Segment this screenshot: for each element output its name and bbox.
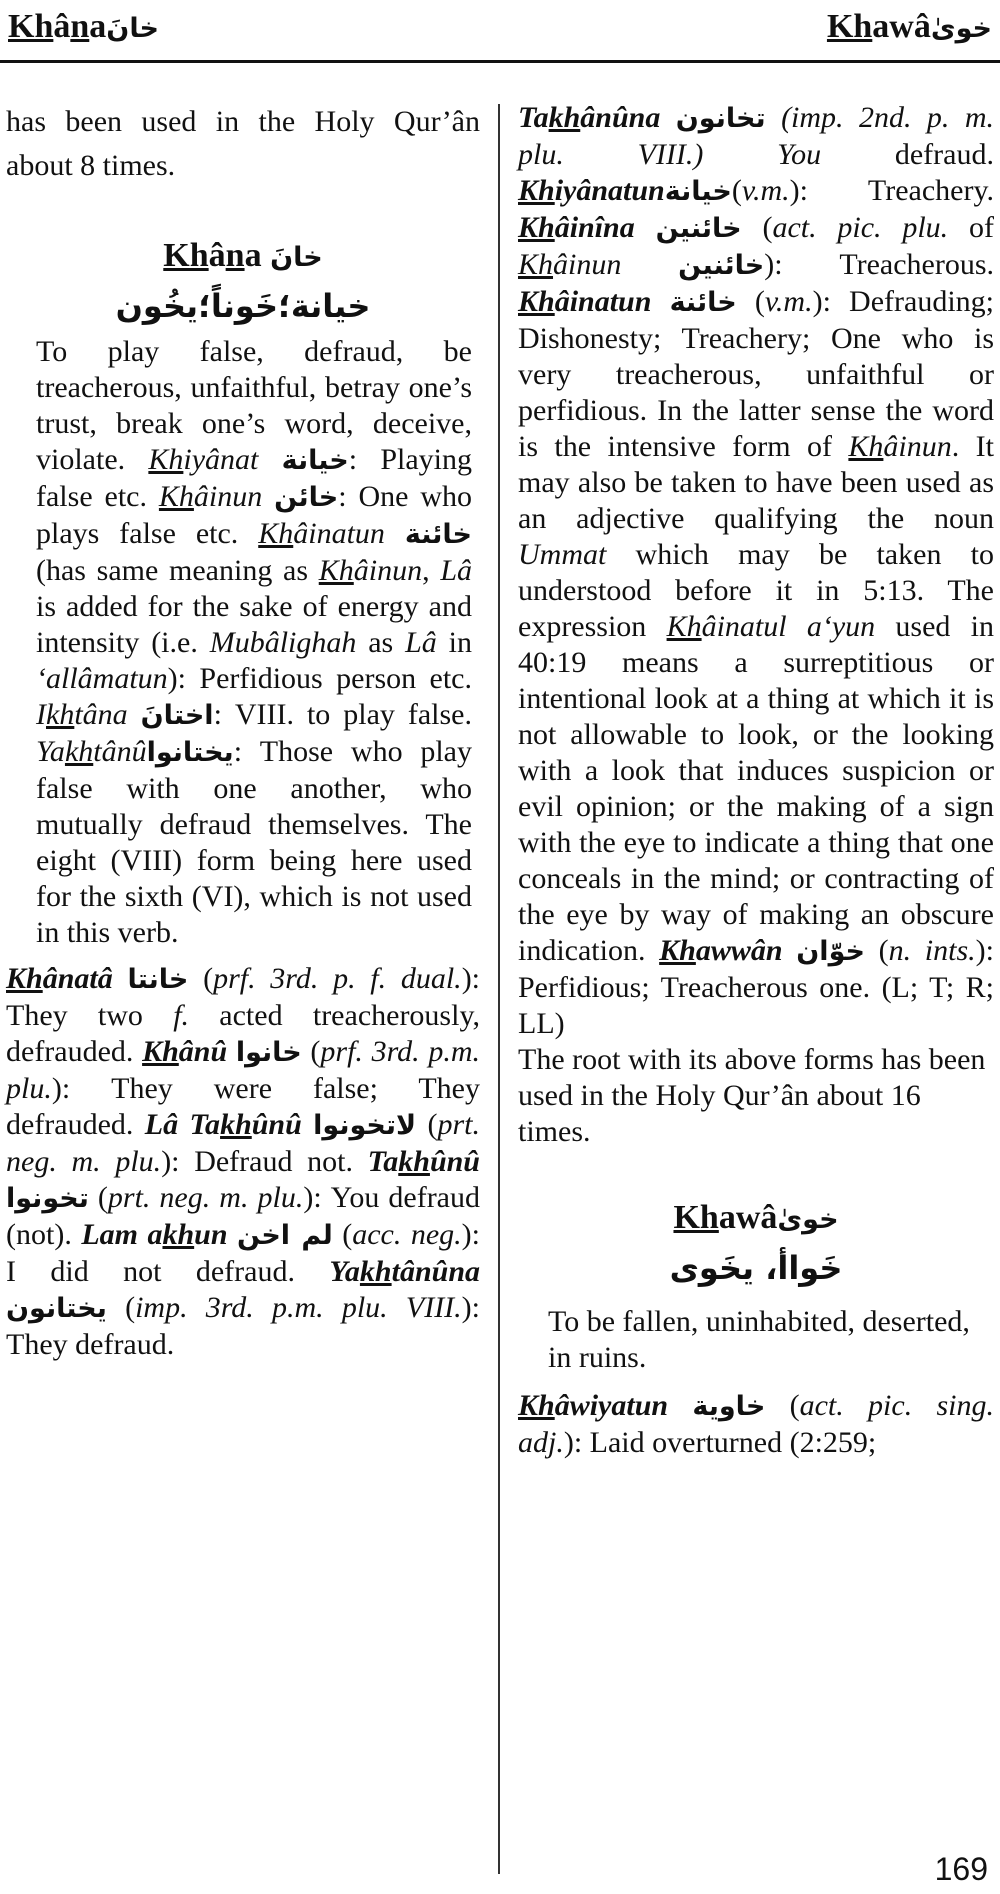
header-right-term: Khawâخوىٰ <box>826 8 992 45</box>
left-column <box>6 100 480 1363</box>
root2-title: Khawâخوىٰ <box>673 1199 839 1236</box>
running-header <box>0 0 1000 62</box>
definition-khana: To play false, defraud, be treacherous, unfaithful, betray one’s trust, break one’s word, deceive, violate. Khiyânat خيانة: Playing false etc. Khâinun خائن: One who plays false etc. Khâinatun خائنة (has same meaning as Khâinun, Lâ is added for the sake of energy and intensity (i.e. Mubâlighah as Lâ in ‘allâmatun): Perfidious person etc. Ikhtâna اختانَ: VIII. to play false. Yakhtânûيختانوا: Those who play false with one another, who mutually defraud themselves. The eight (VIII) form being here used for the sixth (VI), which is not used in this verb. <box>36 335 473 949</box>
definition-forms-khana: Khânatâ خانتا (prf. 3rd. p. f. dual.): They two f. acted treacherously, defrauded. Khânû خانوا (prf. 3rd. p.m. plu.): They were false; They defrauded. Lâ Takhûnû لاتخونوا (prt. neg. m. plu.): Defraud not. Takhûnû تخونوا (prt. neg. m. plu.): You defraud (not). Lam akhun لم اخن (acc. neg.): I did not defraud. Yakhtânûna يختانون (imp. 3rd. p.m. plu. VIII.): They defraud. <box>6 962 481 1361</box>
root-heading-khawa <box>518 1194 994 1292</box>
root2-title-arabic: خوىٰ <box>777 1204 839 1235</box>
root-title-arabic: خانَ <box>270 242 323 273</box>
definition-khawa: To be fallen, uninhabited, deserted, in ruins. <box>548 1305 970 1374</box>
column-divider <box>498 104 500 1874</box>
header-left-arabic: خانَ <box>106 13 159 44</box>
header-left-term: Khânaخانَ <box>8 8 159 45</box>
right-summary: The root with its above forms has been used in the Holy Qur’ân about 16 times. <box>518 1043 986 1148</box>
page-number: 169 <box>934 1851 988 1887</box>
definition-khawiyatun: Khâwiyatun خاوية (act. pic. sing. adj.): Laid overturned (2:259; <box>518 1389 995 1459</box>
root-heading-khana <box>6 232 480 330</box>
header-right-arabic: خوىٰ <box>930 13 992 44</box>
right-definition-continued: Takhânûna تخانون (imp. 2nd. p. m. plu. VIII.) You defraud. Khiyânatunخيانة(v.m.): Treachery. Khâinîna خائنين (act. pic. plu. of Khâinun خائنين): Treacherous. Khâinatun خائنة (v.m.): Defrauding; Dishonesty; Treachery; One who is very treacherous, unfaithful or perfidious. In the latter sense the word is the intensive form of Khâinun. It may also be taken to have been used as an adjective qualifying the noun Ummat which may be taken to understood before it in 5:13. The expression Khâinatul a‘yun used in 40:19 means a surreptitious or intentional look at a thing at which it is not allowable to look, or the looking with a look that induces suspicion or evil opinion; or the making of a sign with the eye to indicate a thing that one conceals in the mind; or contracting of the eye by way of making an obscure indication. Khawwân خوّان (n. ints.): Perfidious; Treacherous one. (L; T; R; LL) <box>518 101 995 1040</box>
root2-forms: خَواأ، يخَوى <box>669 1249 843 1287</box>
root-forms: خيانة؛خَوناً؛يخُون <box>115 287 371 325</box>
left-intro-text: has been used in the Holy Qur’ân about 8 times. <box>6 105 480 182</box>
header-rule <box>0 60 1000 63</box>
right-column <box>518 100 994 1461</box>
root-title: Khâna خانَ <box>163 237 323 274</box>
